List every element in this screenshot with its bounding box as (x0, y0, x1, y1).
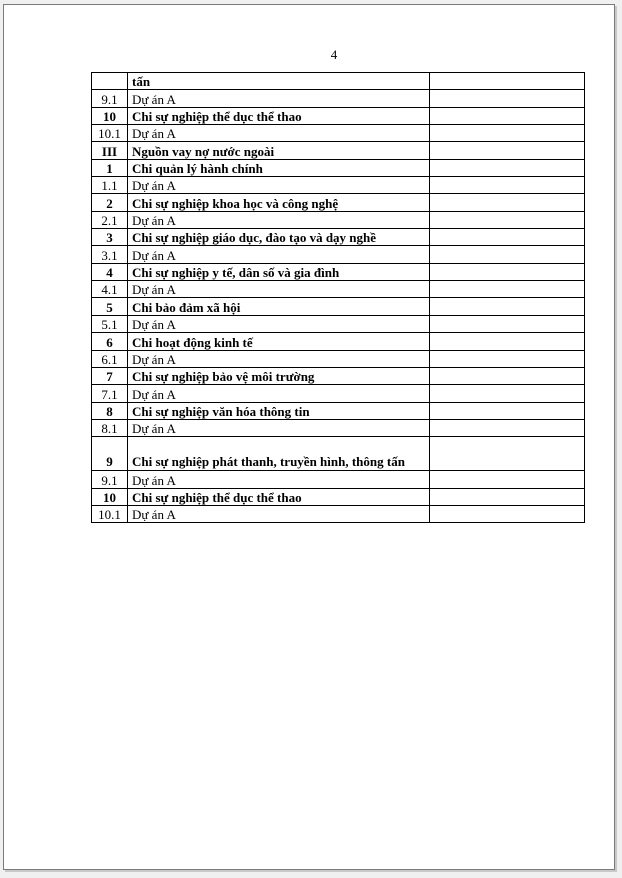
row-number-cell: 2 (92, 194, 128, 211)
row-name-cell: Chi sự nghiệp giáo dục, đào tạo và dạy nghề (128, 229, 430, 246)
page-number: 4 (330, 47, 338, 62)
row-value-cell (430, 488, 585, 505)
row-name-cell: Chi sự nghiệp thể dục thể thao (128, 107, 430, 124)
row-name-cell: Dự án A (128, 90, 430, 107)
table-row (92, 488, 585, 505)
row-value-cell (430, 350, 585, 367)
row-name-cell: Dự án A (128, 350, 430, 367)
row-value-cell (430, 298, 585, 315)
table-row (92, 419, 585, 436)
row-number-cell: 6 (92, 333, 128, 350)
row-name-cell: Chi sự nghiệp phát thanh, truyền hình, thông tấn (128, 437, 430, 471)
row-value-cell (430, 419, 585, 436)
row-number-cell: 10.1 (92, 125, 128, 142)
row-value-cell (430, 211, 585, 228)
row-value-cell (430, 125, 585, 142)
row-value-cell (430, 471, 585, 488)
row-number-cell: 9.1 (92, 90, 128, 107)
row-name-cell: Chi quản lý hành chính (128, 159, 430, 176)
row-number-cell: 1.1 (92, 177, 128, 194)
row-value-cell (430, 333, 585, 350)
row-number-cell: 8.1 (92, 419, 128, 436)
row-value-cell (430, 505, 585, 522)
row-name-cell: tấn (128, 73, 430, 90)
table-row (92, 142, 585, 159)
row-name-cell: Dự án A (128, 211, 430, 228)
document-page (3, 4, 615, 870)
table-row (92, 298, 585, 315)
table-row (92, 367, 585, 384)
table-row (92, 177, 585, 194)
table-row (92, 437, 585, 471)
row-number-cell: 10 (92, 488, 128, 505)
table-row (92, 194, 585, 211)
row-number-cell: 3 (92, 229, 128, 246)
row-name-cell: Chi sự nghiệp thể dục thể thao (128, 488, 430, 505)
row-number-cell: 6.1 (92, 350, 128, 367)
row-name-cell: Chi sự nghiệp văn hóa thông tin (128, 402, 430, 419)
row-name-cell: Chi sự nghiệp y tế, dân số và gia đình (128, 263, 430, 280)
row-value-cell (430, 159, 585, 176)
row-value-cell (430, 281, 585, 298)
row-name-cell: Chi hoạt động kinh tế (128, 333, 430, 350)
row-value-cell (430, 367, 585, 384)
row-name-cell: Dự án A (128, 419, 430, 436)
row-name-cell: Dự án A (128, 246, 430, 263)
row-name-cell: Dự án A (128, 471, 430, 488)
table-row (92, 315, 585, 332)
row-number-cell (92, 73, 128, 90)
budget-table-body (92, 73, 585, 523)
budget-table (91, 72, 585, 523)
row-number-cell: 10.1 (92, 505, 128, 522)
row-value-cell (430, 385, 585, 402)
row-number-cell: III (92, 142, 128, 159)
row-number-cell: 4 (92, 263, 128, 280)
row-value-cell (430, 194, 585, 211)
table-row (92, 385, 585, 402)
table-row (92, 159, 585, 176)
table-row (92, 211, 585, 228)
row-number-cell: 3.1 (92, 246, 128, 263)
table-row (92, 107, 585, 124)
table-row (92, 229, 585, 246)
row-value-cell (430, 177, 585, 194)
row-number-cell: 7.1 (92, 385, 128, 402)
table-row (92, 350, 585, 367)
row-value-cell (430, 107, 585, 124)
row-value-cell (430, 246, 585, 263)
row-number-cell: 8 (92, 402, 128, 419)
row-number-cell: 5 (92, 298, 128, 315)
row-number-cell: 5.1 (92, 315, 128, 332)
table-row (92, 90, 585, 107)
row-name-cell: Dự án A (128, 385, 430, 402)
row-name-cell: Dự án A (128, 315, 430, 332)
table-row (92, 333, 585, 350)
row-value-cell (430, 263, 585, 280)
row-name-cell: Dự án A (128, 177, 430, 194)
row-name-cell: Dự án A (128, 281, 430, 298)
row-value-cell (430, 229, 585, 246)
table-row (92, 263, 585, 280)
row-value-cell (430, 90, 585, 107)
table-row (92, 125, 585, 142)
row-name-cell: Nguồn vay nợ nước ngoài (128, 142, 430, 159)
row-value-cell (430, 437, 585, 471)
row-name-cell: Dự án A (128, 125, 430, 142)
row-number-cell: 9 (92, 437, 128, 471)
row-number-cell: 9.1 (92, 471, 128, 488)
row-value-cell (430, 73, 585, 90)
row-number-cell: 2.1 (92, 211, 128, 228)
table-row (92, 281, 585, 298)
row-number-cell: 7 (92, 367, 128, 384)
table-row (92, 402, 585, 419)
table-row (92, 505, 585, 522)
table-row (92, 246, 585, 263)
row-name-cell: Chi sự nghiệp bảo vệ môi trường (128, 367, 430, 384)
table-row (92, 73, 585, 90)
row-name-cell: Chi sự nghiệp khoa học và công nghệ (128, 194, 430, 211)
row-number-cell: 1 (92, 159, 128, 176)
row-name-cell: Chi bảo đảm xã hội (128, 298, 430, 315)
table-row (92, 471, 585, 488)
row-number-cell: 4.1 (92, 281, 128, 298)
row-name-cell: Dự án A (128, 505, 430, 522)
row-value-cell (430, 402, 585, 419)
row-value-cell (430, 142, 585, 159)
row-number-cell: 10 (92, 107, 128, 124)
row-value-cell (430, 315, 585, 332)
